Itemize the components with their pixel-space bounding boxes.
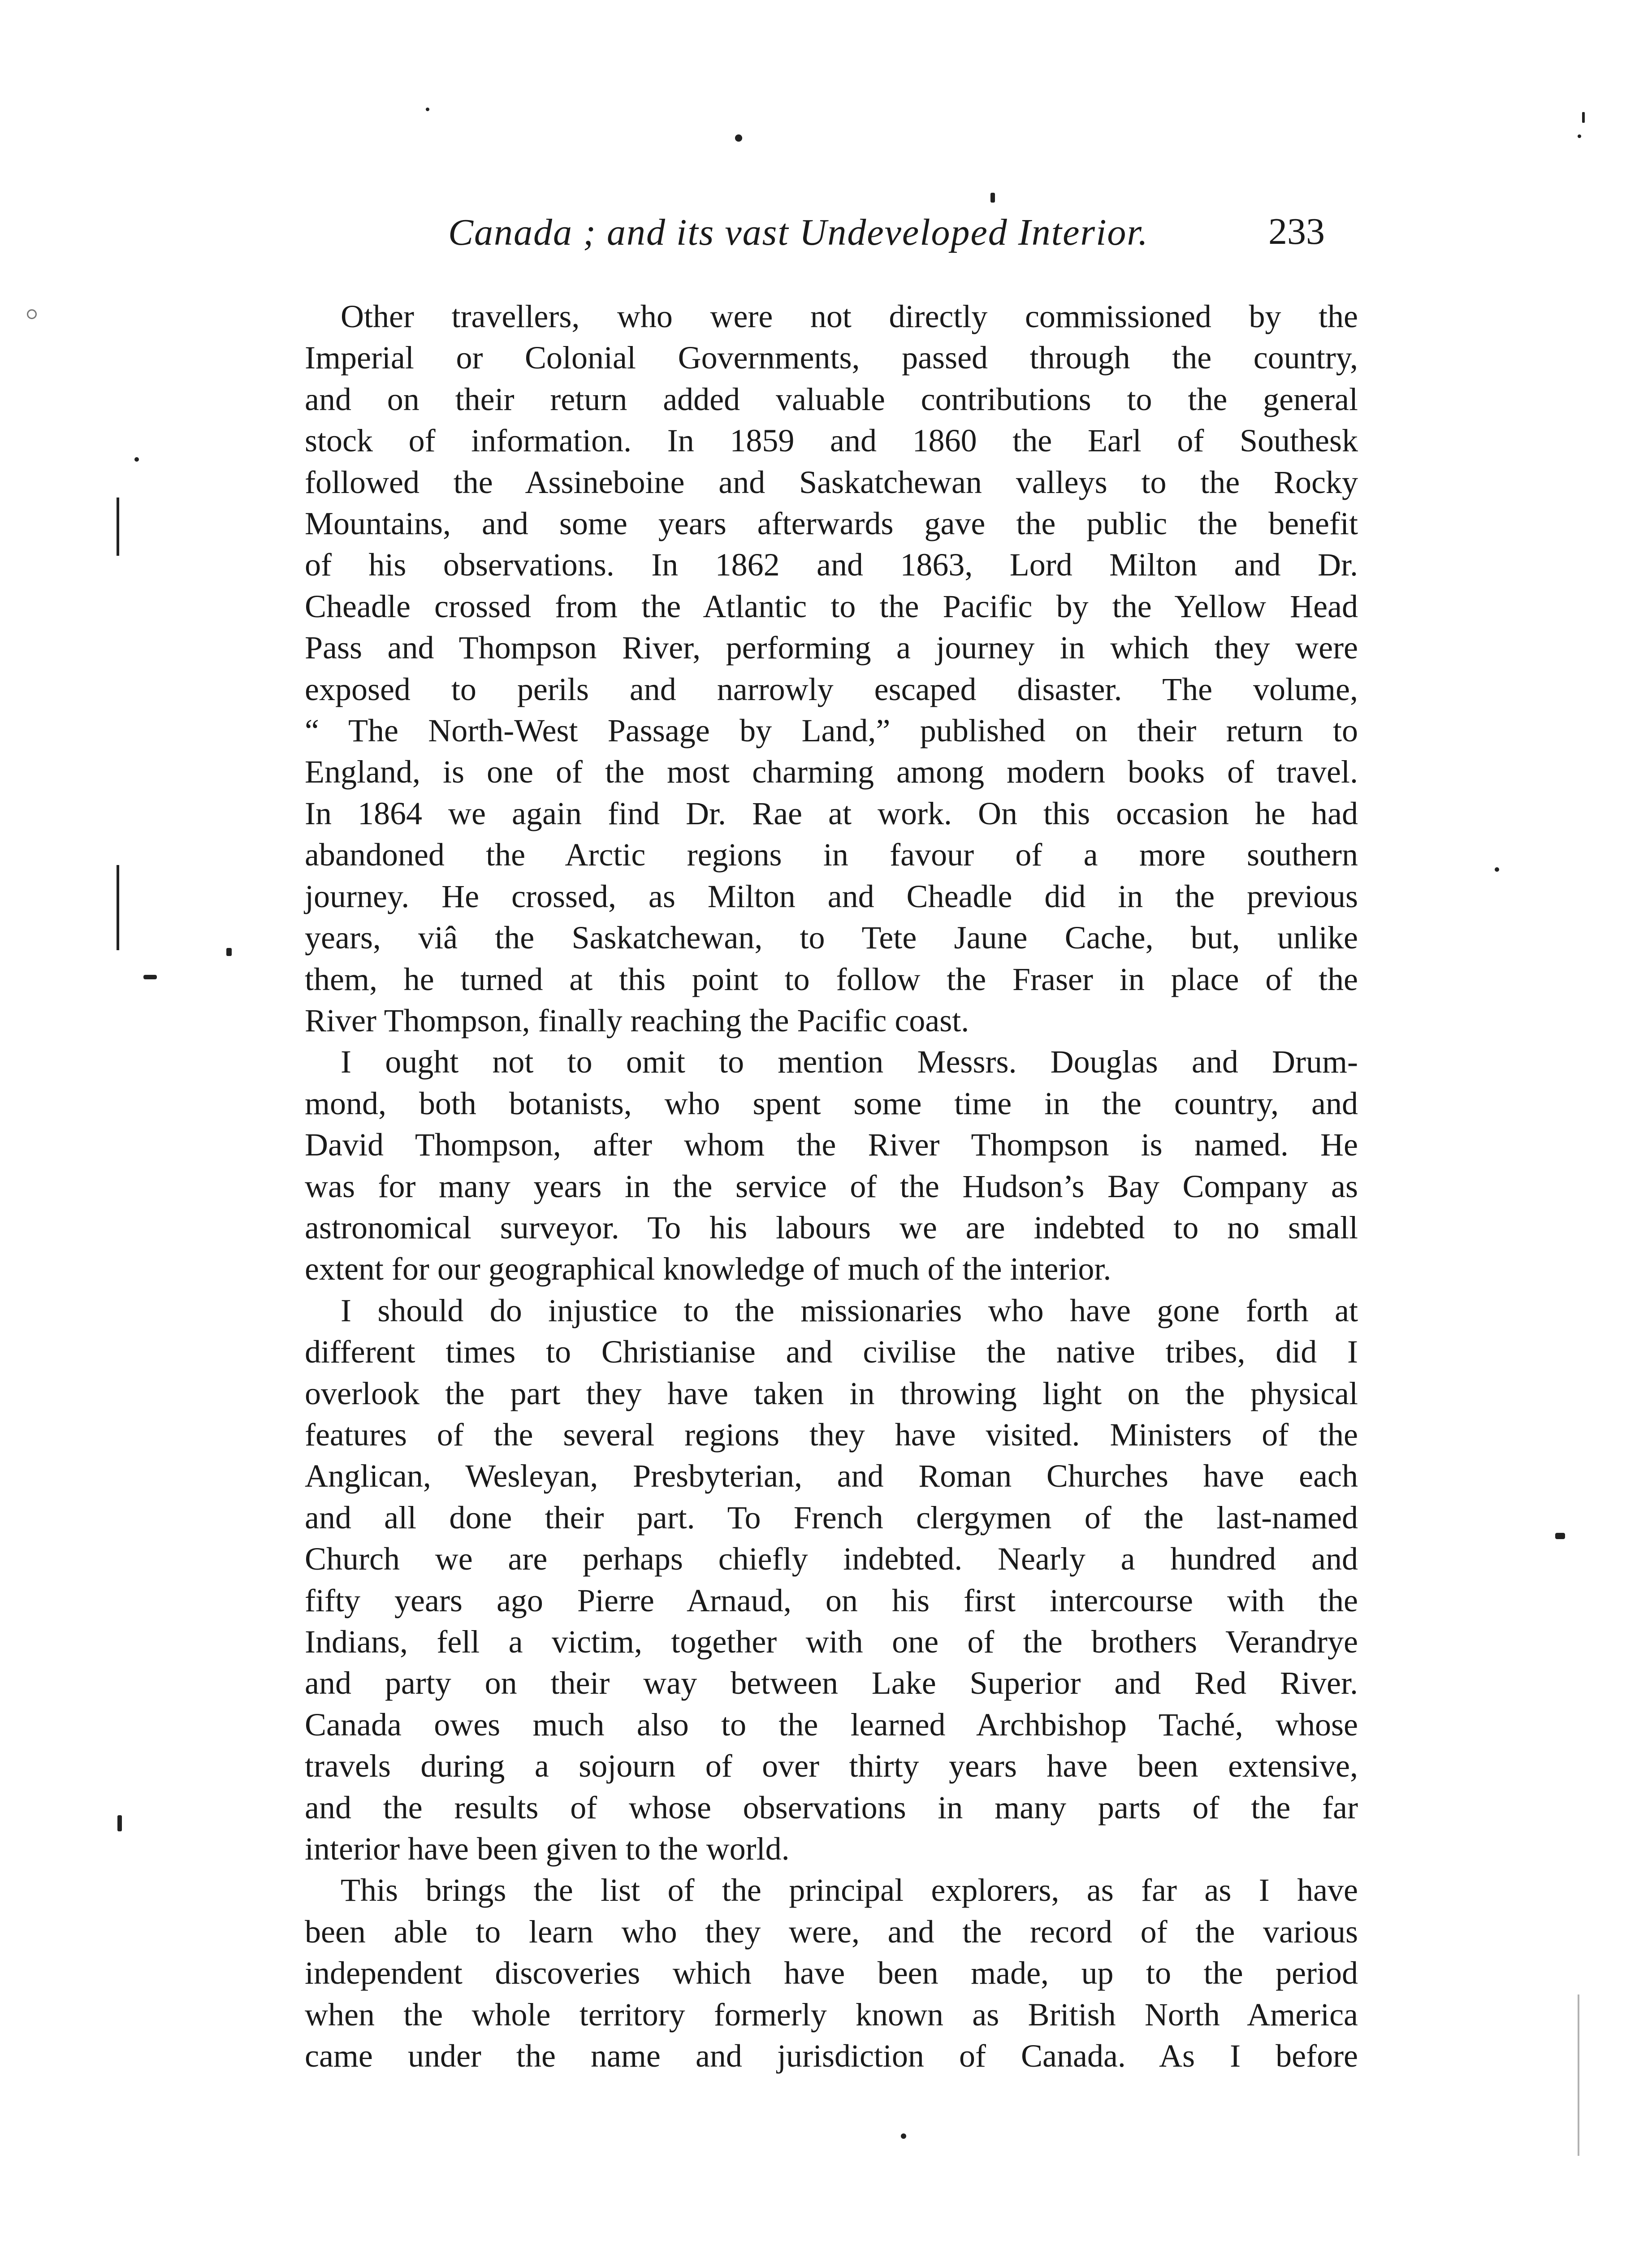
scan-speck — [143, 975, 157, 979]
text-line: was for many years in the service of the Hudson’s Bay Company as — [305, 1168, 1358, 1204]
text-line: interior have been given to the world. — [305, 1831, 790, 1867]
text-line: stock of information. In 1859 and 1860 the Earl of Southesk — [305, 423, 1358, 459]
text-line: came under the name and jurisdiction of Canada. As I before — [305, 2038, 1358, 2074]
scan-speck — [1578, 134, 1581, 138]
text-line: them, he turned at this point to follow the Fraser in place of the — [305, 961, 1358, 997]
text-line: Imperial or Colonial Governments, passed through the country, — [305, 340, 1358, 376]
text-line: Indians, fell a victim, together with one of the brothers Verandrye — [305, 1624, 1358, 1660]
scan-speck — [735, 134, 742, 142]
text-line: and all done their part. To French clergymen of the last-named — [305, 1499, 1358, 1536]
text-line: England, is one of the most charming among modern books of travel. — [305, 754, 1358, 790]
text-line: Cheadle crossed from the Atlantic to the Pacific by the Yellow Head — [305, 588, 1358, 624]
text-line: years, viâ the Saskatchewan, to Tete Jaune Cache, but, unlike — [305, 920, 1358, 956]
scan-speck — [117, 1815, 122, 1831]
text-line: different times to Christianise and civilise the native tribes, did I — [305, 1334, 1358, 1370]
paragraph — [305, 1869, 1358, 2077]
margin-mark — [1578, 1994, 1579, 2156]
text-line: This brings the list of the principal explorers, as far as I have — [341, 1872, 1358, 1908]
text-line: Other travellers, who were not directly commissioned by the — [341, 299, 1358, 334]
text-line: features of the several regions they have visited. Ministers of the — [305, 1416, 1358, 1453]
text-line: I should do injustice to the missionaries who have gone forth at — [341, 1292, 1358, 1328]
text-line: exposed to perils and narrowly escaped disaster. The volume, — [305, 671, 1358, 707]
text-line: extent for our geographical knowledge of much of the interior. — [305, 1251, 1111, 1287]
scan-speck — [1495, 867, 1499, 872]
text-line: followed the Assineboine and Saskatchewan valleys to the Rocky — [305, 464, 1358, 500]
text-line: River Thompson, finally reaching the Pacific coast. — [305, 1002, 969, 1038]
scan-speck — [901, 2133, 906, 2139]
text-line: overlook the part they have taken in throwing light on the physical — [305, 1375, 1358, 1411]
scan-speck — [990, 193, 995, 203]
text-line: when the whole territory formerly known as British North America — [305, 1996, 1358, 2033]
text-line: Canada owes much also to the learned Archbishop Taché, whose — [305, 1706, 1358, 1743]
text-line: travels during a sojourn of over thirty years have been extensive, — [305, 1748, 1358, 1784]
text-line: mond, both botanists, who spent some time in the country, and — [305, 1085, 1358, 1121]
text-line: astronomical surveyor. To his labours we are indebted to no small — [305, 1209, 1358, 1246]
text-line: Anglican, Wesleyan, Presbyterian, and Roman Churches have each — [305, 1458, 1358, 1494]
margin-mark — [117, 865, 119, 950]
scan-speck — [426, 108, 429, 111]
text-line: and party on their way between Lake Superior and Red River. — [305, 1665, 1358, 1701]
text-line: “ The North-West Passage by Land,” published on their return to — [305, 713, 1358, 749]
text-line: journey. He crossed, as Milton and Cheadle did in the previous — [305, 878, 1358, 914]
paragraph — [305, 296, 1358, 1041]
text-line: Pass and Thompson River, performing a journey in which they were — [305, 630, 1358, 666]
scan-speck — [134, 457, 139, 462]
scan-speck — [27, 309, 37, 319]
text-line: been able to learn who they were, and the record of the various — [305, 1913, 1358, 1950]
paragraph — [305, 1041, 1358, 1289]
text-line: abandoned the Arctic regions in favour of a more southern — [305, 837, 1358, 873]
text-line: fifty years ago Pierre Arnaud, on his first intercourse with the — [305, 1582, 1358, 1618]
paragraph — [305, 1290, 1358, 1870]
text-line: In 1864 we again find Dr. Rae at work. On this occasion he had — [305, 795, 1358, 831]
text-line: of his observations. In 1862 and 1863, Lord Milton and Dr. — [305, 547, 1358, 583]
text-line: Church we are perhaps chiefly indebted. Nearly a hundred and — [305, 1541, 1358, 1577]
scan-speck — [1582, 112, 1585, 123]
text-line: I ought not to omit to mention Messrs. Douglas and Drum- — [341, 1044, 1358, 1080]
page-number: 233 — [1268, 211, 1325, 252]
text-line: independent discoveries which have been made, up to the period — [305, 1955, 1358, 1991]
body-text — [305, 296, 1358, 2077]
margin-mark — [117, 498, 119, 556]
text-line: Mountains, and some years afterwards gave the public the benefit — [305, 506, 1358, 542]
text-line: David Thompson, after whom the River Thompson is named. He — [305, 1127, 1358, 1163]
running-head-title: Canada ; and its vast Undeveloped Interior. — [448, 212, 1149, 253]
text-line: and the results of whose observations in many parts of the far — [305, 1789, 1358, 1826]
text-line: and on their return added valuable contributions to the general — [305, 381, 1358, 417]
scan-speck — [226, 948, 232, 956]
scan-speck — [1555, 1533, 1565, 1539]
